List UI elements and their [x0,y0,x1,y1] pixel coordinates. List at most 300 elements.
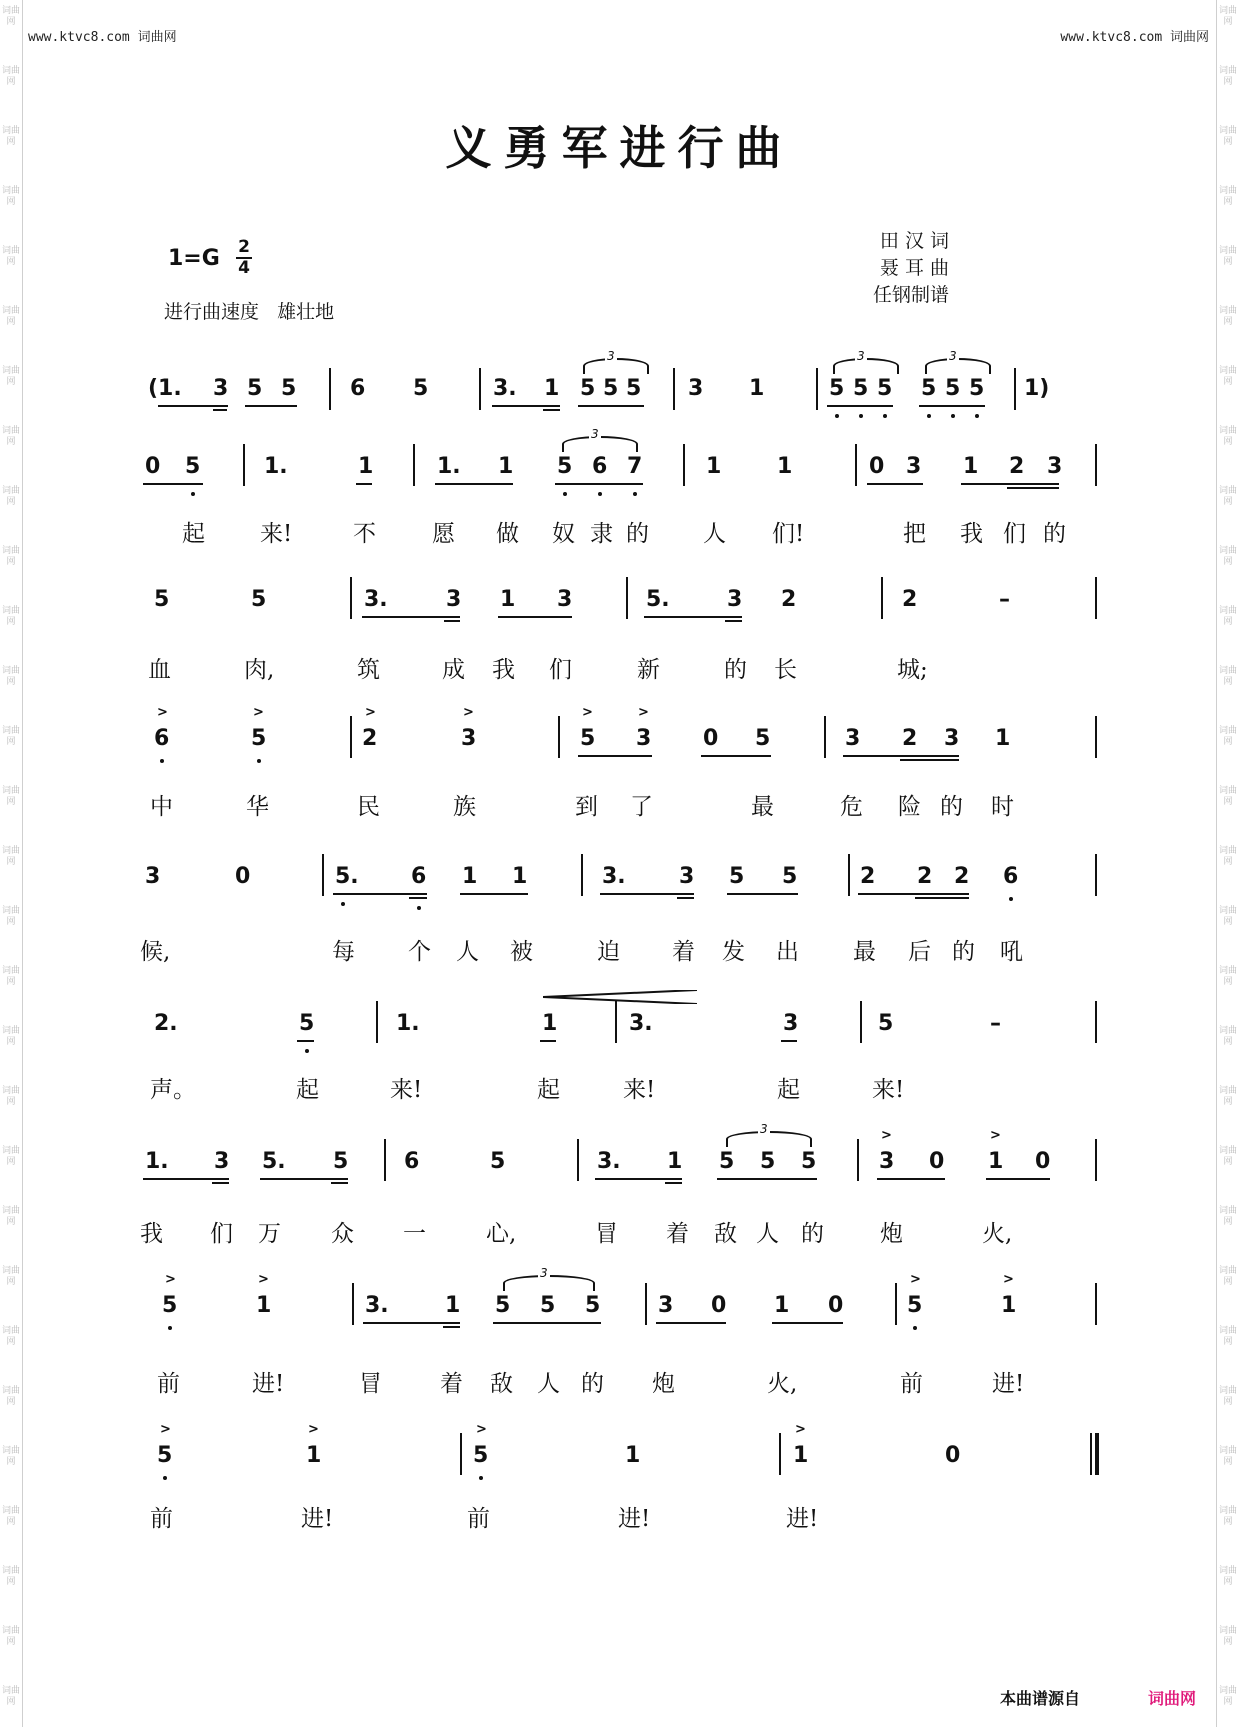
note: 5 [154,587,170,612]
note: 5 [969,376,985,401]
lyrics-row-7 [0,1215,1239,1245]
accent-mark: > [638,705,649,720]
watermark-text: 词曲网 [1218,846,1237,867]
lyric: 个 [408,939,431,965]
note: 2 [362,726,378,751]
lyric: 最 [853,939,876,965]
watermark-text: 词曲网 [1218,1026,1237,1047]
lyric: 前 [900,1371,923,1397]
barline [350,716,352,758]
note: 7 [627,454,643,479]
note: 2 [902,726,918,751]
note: 5 [907,1293,923,1318]
note: 5 [580,376,596,401]
lyric: 危 [840,794,863,820]
crescendo-hairpin [543,989,697,1003]
accent-mark: > [308,1422,319,1437]
lyric: 的 [952,939,975,965]
note: 1 [777,454,793,479]
lyric: 声。 [150,1077,196,1103]
lyric: 把 [903,521,926,547]
watermark-text: 词曲网 [1,186,20,207]
beam [772,1322,843,1324]
beam [409,897,427,899]
note: 5 [251,587,267,612]
watermark-text: 词曲网 [1218,366,1237,387]
accent-mark: > [463,705,474,720]
barline [683,444,685,486]
lyric: 起 [777,1077,800,1103]
note: 6 [1003,864,1019,889]
note: 5 [580,726,596,751]
note: 2 [917,864,933,889]
lyric: 发 [722,939,745,965]
watermark-text: 词曲网 [1,606,20,627]
beam [961,483,1059,485]
score-row-7 [0,1122,1239,1207]
octave-dot-below [1009,897,1013,901]
note: 5 [755,726,771,751]
footer-source-text: 本曲谱源自 [1000,1689,1081,1708]
octave-dot-below [257,759,261,763]
note: 3 [557,587,573,612]
octave-dot-below [598,492,602,496]
lyric: 来! [623,1077,656,1103]
lyric: 人 [456,939,479,965]
lyrics-row-2 [0,515,1239,545]
beam [543,409,560,411]
footer-site-link[interactable]: 词曲网 [1148,1689,1197,1708]
lyric: 长 [774,657,797,683]
triplet-number: 3 [607,349,615,363]
note: 5 [760,1149,776,1174]
watermark-text: 词曲网 [1218,786,1237,807]
watermark-text: 词曲网 [1,1626,20,1647]
beam [858,893,969,895]
score-row-5 [0,862,1239,922]
arranger: 任钢制谱 [872,284,949,306]
lyric: 华 [246,794,269,820]
beam [435,483,513,485]
score-row-3 [0,585,1239,645]
note: 3 [461,726,477,751]
lyric: 的 [940,794,963,820]
barline [881,577,883,619]
note: 3. [364,587,388,612]
lyric: 迫 [597,939,620,965]
beam [665,1182,682,1184]
note: 3 [845,726,861,751]
note: 1. [396,1011,420,1036]
note: 5 [877,376,893,401]
barline [581,854,583,896]
watermark-text: 词曲网 [1218,6,1237,27]
note: 3 [688,376,704,401]
note: 5. [335,864,359,889]
barline [615,1001,617,1043]
watermark-text: 词曲网 [1,126,20,147]
note: 6 [411,864,427,889]
note: 1 [544,376,560,401]
lyrics-row-8 [0,1365,1239,1395]
beam [498,616,572,618]
watermark-text: 词曲网 [1218,606,1237,627]
lyric: 心, [486,1221,517,1247]
octave-dot-below [563,492,567,496]
octave-dot-below [160,759,164,763]
beam [915,897,969,899]
octave-dot-below [191,492,195,496]
lyric: 筑 [357,657,380,683]
lyric: 做 [496,521,519,547]
beam [725,620,742,622]
beam [578,405,644,407]
note: 5 [162,1293,178,1318]
note: 0 [945,1443,961,1468]
lyrics-row-4 [0,788,1239,818]
time-signature [236,238,252,278]
note: 1 [988,1149,1004,1174]
accent-mark: > [910,1272,921,1287]
note: 1. [264,454,288,479]
beam [363,1322,460,1324]
lyric: 敌 [490,1371,513,1397]
lyrics-row-3 [0,651,1239,681]
beam [356,483,372,485]
lyric: 人 [537,1371,560,1397]
lyric: 众 [331,1221,354,1247]
lyric: 的 [626,521,649,547]
accent-mark: > [160,1422,171,1437]
watermark-text: 词曲网 [1,426,20,447]
barline [1095,716,1097,758]
lyric: 敌 [714,1221,737,1247]
note: 5 [585,1293,601,1318]
note: 5. [262,1149,286,1174]
barline [384,1139,386,1181]
note: 3. [602,864,626,889]
accent-mark: > [1003,1272,1014,1287]
composer: 聂 耳 曲 [879,257,949,279]
note: 1. [437,454,461,479]
accent-mark: > [881,1128,892,1143]
beam [362,616,460,618]
lyric: 民 [357,794,380,820]
note: 5 [557,454,573,479]
lyric: 新 [637,657,660,683]
note: 3 [636,726,652,751]
note: 3 [944,726,960,751]
watermark-text: 词曲网 [1,6,20,27]
octave-dot-below [305,1049,309,1053]
watermark-text: 词曲网 [1,1086,20,1107]
key-signature: 1=G [168,246,220,271]
note: 5 [729,864,745,889]
beam [158,405,228,407]
beam [986,1178,1050,1180]
barline [860,1001,862,1043]
note: 5 [719,1149,735,1174]
watermark-text: 词曲网 [1,666,20,687]
lyric: 我 [492,657,515,683]
octave-dot-below [168,1326,172,1330]
octave-dot-below [883,414,887,418]
octave-dot-below [951,414,955,418]
header-site-right: www.ktvc8.com 词曲网 [1060,30,1209,45]
beam [333,893,427,895]
note: 1. [145,1149,169,1174]
note: 5 [853,376,869,401]
beam [213,409,227,411]
barline [376,1001,378,1043]
watermark-text: 词曲网 [1,1206,20,1227]
note: 5 [157,1443,173,1468]
lyric: 隶 [590,521,613,547]
note: 6 [592,454,608,479]
watermark-text: 词曲网 [1218,726,1237,747]
barline [1095,1139,1097,1181]
watermark-text: 词曲网 [1218,1446,1237,1467]
lyric: 奴 [552,521,575,547]
barline [848,854,850,896]
watermark-text: 词曲网 [1218,1506,1237,1527]
barline [1095,444,1097,486]
note: 1 [306,1443,322,1468]
barline [479,368,481,410]
lyric: 吼 [1000,939,1023,965]
accent-mark: > [365,705,376,720]
note: 5 [603,376,619,401]
beam [717,1178,817,1180]
note: 1 [498,454,514,479]
watermark-text: 词曲网 [1,1146,20,1167]
note: 2 [860,864,876,889]
note: 1) [1024,376,1050,401]
note: 5 [921,376,937,401]
lyric: 冒 [595,1221,618,1247]
barline [413,444,415,486]
note: 1 [500,587,516,612]
note: 5 [299,1011,315,1036]
beam [492,405,560,407]
lyric: 的 [724,657,747,683]
watermark-text: 词曲网 [1,546,20,567]
barline [673,368,675,410]
lyric: 后 [908,939,931,965]
beam [331,1182,348,1184]
watermark-text: 词曲网 [1218,486,1237,507]
barline [626,577,628,619]
watermark-text: 词曲网 [1218,426,1237,447]
barline [352,1283,354,1325]
watermark-text: 词曲网 [1218,306,1237,327]
octave-dot-below [479,1476,483,1480]
watermark-text: 词曲网 [1218,1686,1237,1707]
time-signature-top: 2 [238,237,250,257]
triplet-number: 3 [760,1122,768,1136]
watermark-text: 词曲网 [1218,126,1237,147]
score-row-9 [0,1422,1239,1501]
note: 0 [703,726,719,751]
watermark-text: 词曲网 [1,246,20,267]
accent-mark: > [165,1272,176,1287]
watermark-text: 词曲网 [1,1386,20,1407]
beam [656,1322,726,1324]
barline [1095,854,1097,896]
beam [143,1178,229,1180]
lyric: 肉, [244,657,275,683]
lyric: 我 [140,1221,163,1247]
accent-mark: > [795,1422,806,1437]
barline [460,1433,462,1475]
note: 3. [597,1149,621,1174]
lyric: 炮 [880,1221,903,1247]
lyric: 的 [801,1221,824,1247]
lyric: 火, [982,1221,1013,1247]
watermark-text: 词曲网 [1218,1086,1237,1107]
octave-dot-below [417,906,421,910]
lyric: 了 [630,794,653,820]
lyric: 候, [140,939,171,965]
watermark-text: 词曲网 [1,1446,20,1467]
note: (1. [148,376,182,401]
barline [558,716,560,758]
note: 0 [929,1149,945,1174]
lyric: 着 [666,1221,689,1247]
barline [816,368,818,410]
beam [1007,487,1059,489]
lyric: 进! [618,1506,651,1532]
note: 1 [625,1443,641,1468]
lyric: 前 [157,1371,180,1397]
watermark-text: 词曲网 [1218,1566,1237,1587]
note: 5 [829,376,845,401]
beam [297,1040,314,1042]
beam [493,1322,601,1324]
watermark-text: 词曲网 [1218,186,1237,207]
barline [577,1139,579,1181]
barline [322,854,324,896]
lyric: 起 [296,1077,319,1103]
beam [444,620,460,622]
lyric: 血 [148,657,171,683]
note: 1 [462,864,478,889]
beam [701,755,771,757]
note: 3 [906,454,922,479]
octave-dot-below [913,1326,917,1330]
note: 5 [626,376,642,401]
final-barline-thick [1095,1433,1099,1475]
note: 0 [235,864,251,889]
accent-mark: > [258,1272,269,1287]
barline [645,1283,647,1325]
credits [873,228,949,309]
time-signature-bottom: 4 [238,258,250,278]
beam [600,893,694,895]
barline [329,368,331,410]
lyric: 到 [575,794,598,820]
beam [260,1178,348,1180]
watermark-text: 词曲网 [1218,1206,1237,1227]
triplet-number: 3 [949,349,957,363]
lyric: 的 [581,1371,604,1397]
note: 1 [793,1443,809,1468]
beam [595,1178,682,1180]
lyric: 被 [510,939,533,965]
note: 3 [783,1011,799,1036]
watermark-text: 词曲网 [1,66,20,87]
note: 5 [490,1149,506,1174]
watermark-text: 词曲网 [1,966,20,987]
lyric: 起 [182,521,205,547]
watermark-text: 词曲网 [1,906,20,927]
lyric: 冒 [359,1371,382,1397]
watermark-text: 词曲网 [1,1326,20,1347]
lyric: 愿 [432,521,455,547]
note: 5 [540,1293,556,1318]
note: 1 [256,1293,272,1318]
tempo-marking: 进行曲速度 雄壮地 [164,301,335,323]
barline [895,1283,897,1325]
watermark-text: 词曲网 [1218,1146,1237,1167]
beam [877,1178,945,1180]
lyric: 出 [776,939,799,965]
lyric: 每 [332,939,355,965]
octave-dot-below [835,414,839,418]
note: 3 [727,587,743,612]
score-row-6 [0,1009,1239,1069]
note: 1 [749,376,765,401]
note: 3. [629,1011,653,1036]
beam [212,1182,229,1184]
lyric: 进! [992,1371,1025,1397]
barline [1014,368,1016,410]
beam [727,893,798,895]
watermark-text: 词曲网 [1218,1266,1237,1287]
beam [781,1040,797,1042]
note: 1 [512,864,528,889]
beam [555,483,643,485]
lyric: 炮 [652,1371,675,1397]
note: 2. [154,1011,178,1036]
barline [243,444,245,486]
barline [1095,577,1097,619]
octave-dot-below [859,414,863,418]
lyric: 万 [258,1221,281,1247]
watermark-text: 词曲网 [1,366,20,387]
note: 5 [495,1293,511,1318]
note: 1 [963,454,979,479]
watermark-text: 词曲网 [1,846,20,867]
note: – [999,587,1010,612]
note: 0 [869,454,885,479]
watermark-text: 词曲网 [1,726,20,747]
beam [143,483,203,485]
beam [460,893,528,895]
note: 6 [154,726,170,751]
octave-dot-below [341,902,345,906]
accent-mark: > [157,705,168,720]
note: 1 [542,1011,558,1036]
beam [245,405,297,407]
beam [677,897,694,899]
lyric: 族 [453,794,476,820]
note: 5 [945,376,961,401]
lyric: 进! [252,1371,285,1397]
barline [350,577,352,619]
lyric: 着 [440,1371,463,1397]
watermark-text: 词曲网 [1218,906,1237,927]
